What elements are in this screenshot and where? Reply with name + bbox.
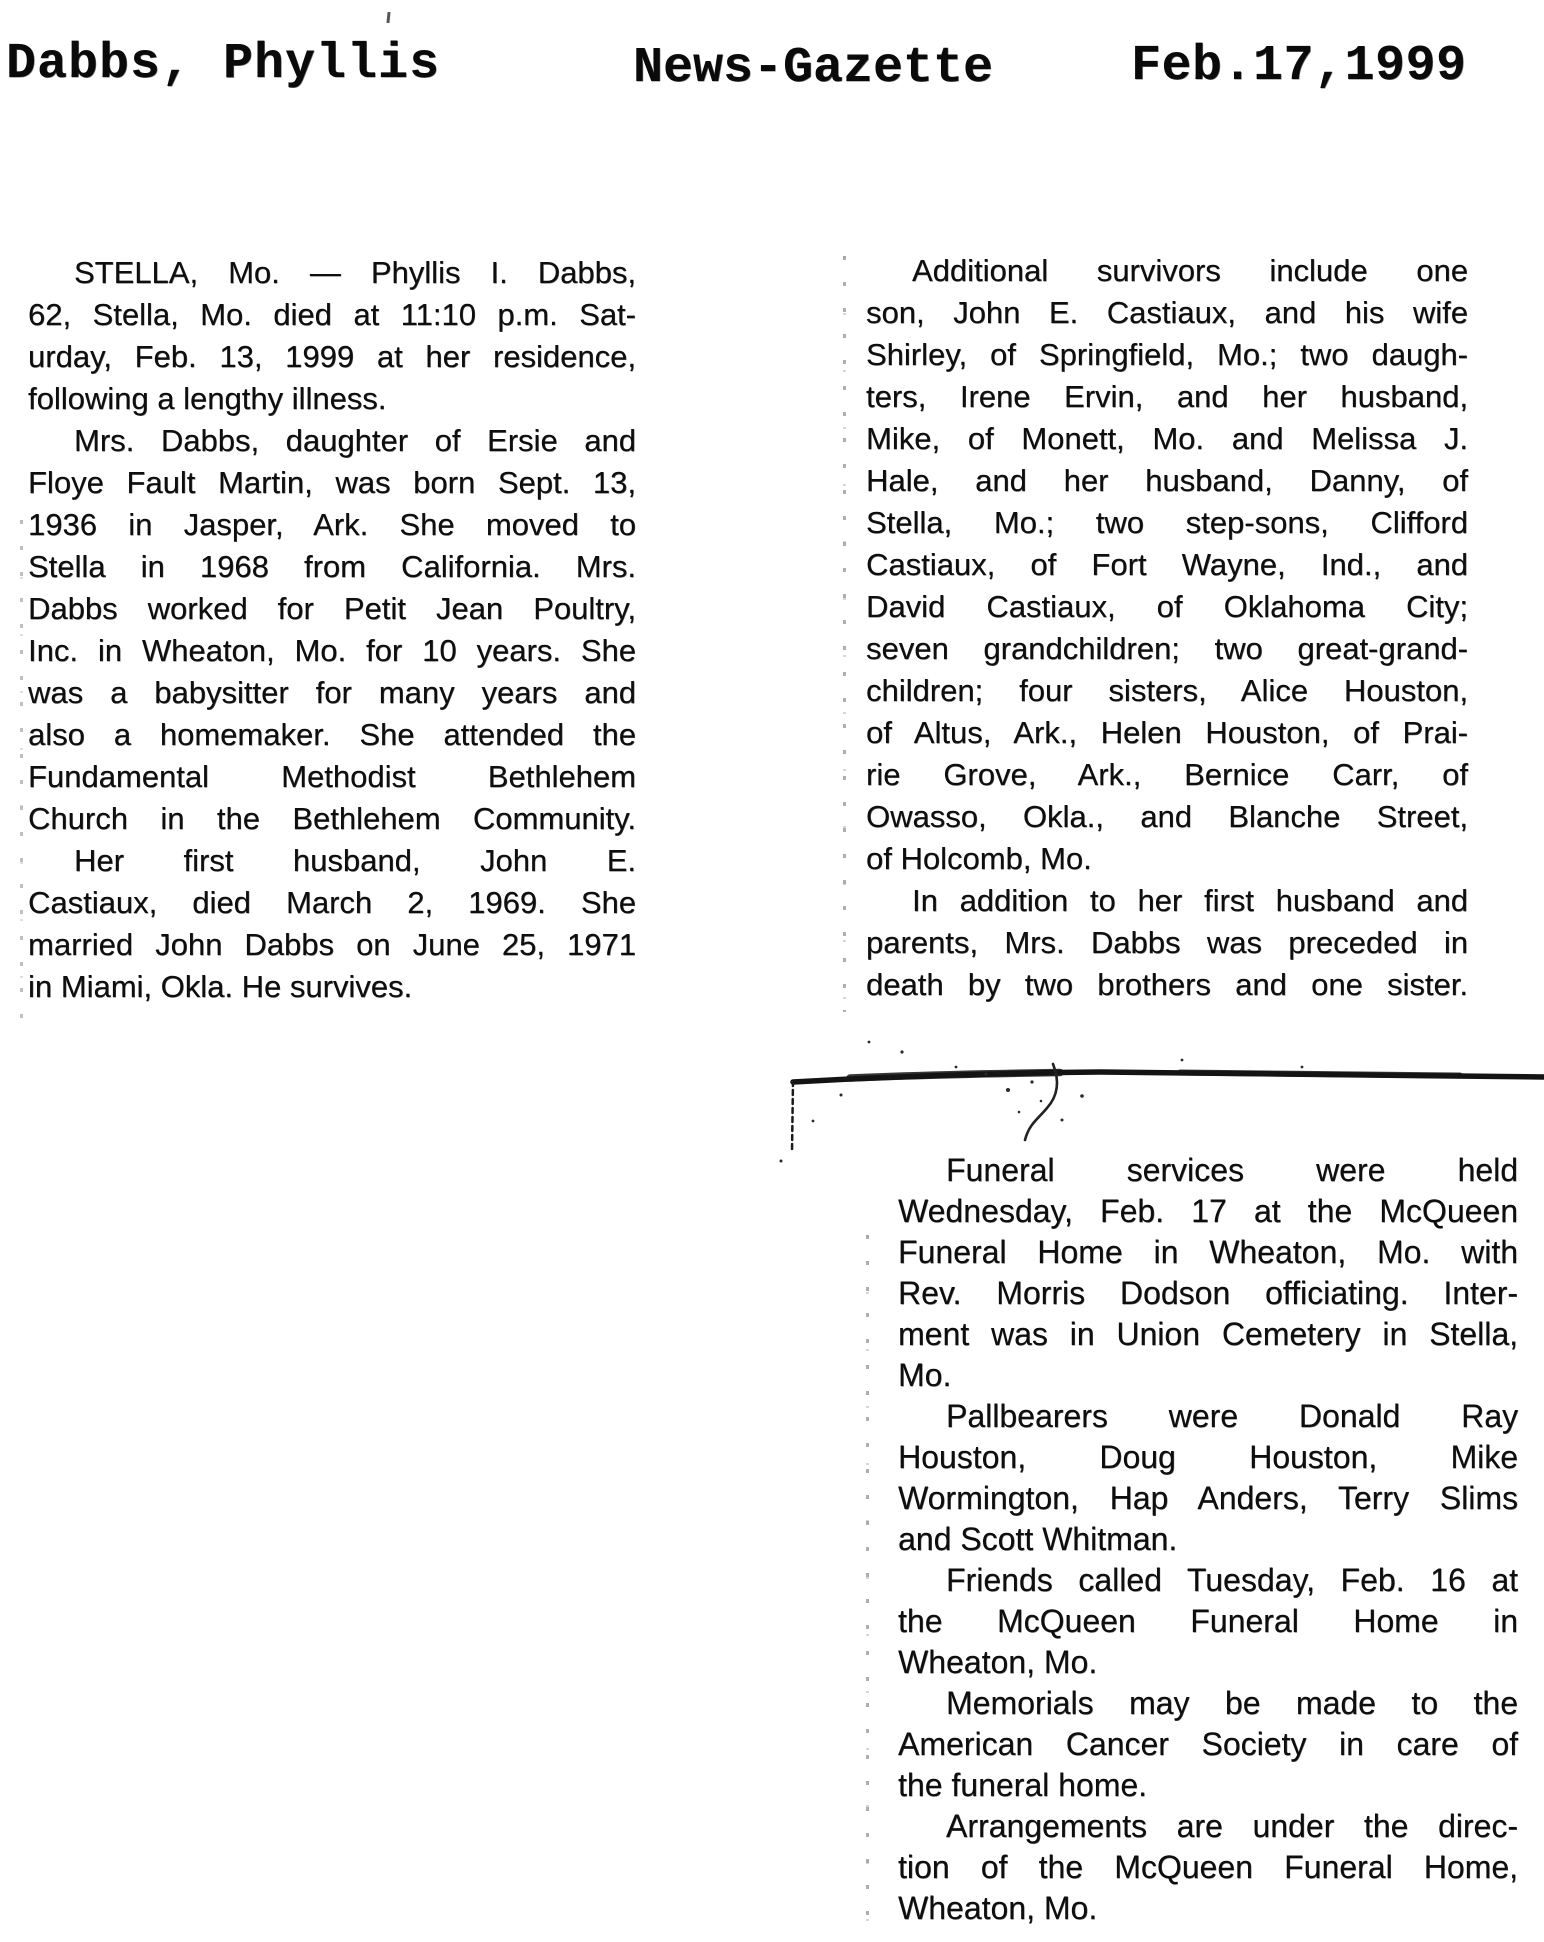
text-line: Funeral services were held [946,1152,1518,1188]
dust-specks [780,1041,1304,1163]
funeral-column-scan-edge [866,1235,869,1927]
text-line: parents, Mrs. Dabbs was preceded in [866,925,1468,960]
text-line: married John Dabbs on June 25, 1971 [28,927,636,962]
text-line: Funeral Home in Wheaton, Mo. with [898,1234,1518,1270]
newspaper-name: News-Gazette [633,40,994,97]
paragraph [898,1150,1518,1396]
text-line: Arrangements are under the direc- [946,1808,1518,1844]
text-line: in Miami, Okla. He survives. [28,969,413,1004]
text-line: Memorials may be made to the [946,1685,1518,1721]
text-line: Mike, of Monett, Mo. and Melissa J. [866,421,1468,456]
text-line: the funeral home. [898,1767,1148,1803]
text-line: Dabbs worked for Petit Jean Poultry, [28,591,636,626]
text-line: urday, Feb. 13, 1999 at her residence, [28,339,636,374]
text-line: Mo. [898,1357,952,1393]
text-line: also a homemaker. She attended the [28,717,636,752]
text-line: death by two brothers and one sister. [866,967,1468,1002]
stray-ink-tick [386,12,390,23]
obituary-right-column [866,250,1468,1006]
clipping-date: Feb.17,1999 [1131,38,1467,95]
text-line: Shirley, of Springfield, Mo.; two daugh- [866,337,1468,372]
text-line: Wheaton, Mo. [898,1890,1098,1926]
text-line: Friends called Tuesday, Feb. 16 at [946,1562,1518,1598]
text-line: Owasso, Okla., and Blanche Street, [866,799,1468,834]
text-line: seven grandchildren; two great-grand- [866,631,1468,666]
text-line: Wormington, Hap Anders, Terry Slims [898,1480,1518,1516]
paragraph [866,250,1468,880]
text-line: Wheaton, Mo. [898,1644,1098,1680]
text-line: children; four sisters, Alice Houston, [866,673,1468,708]
text-line: and Scott Whitman. [898,1521,1178,1557]
paragraph [28,420,636,840]
paragraph [898,1396,1518,1560]
text-line: Floye Fault Martin, was born Sept. 13, [28,465,636,500]
text-line: following a lengthy illness. [28,381,387,416]
text-line: In addition to her first husband and [912,883,1468,918]
text-line: 1936 in Jasper, Ark. She moved to [28,507,636,542]
text-line: Rev. Morris Dodson officiating. Inter- [898,1275,1518,1311]
paragraph [866,880,1468,1006]
text-line: Church in the Bethlehem Community. [28,801,636,836]
funeral-details-column [898,1150,1518,1929]
text-line: Houston, Doug Houston, Mike [898,1439,1518,1475]
obituary-left-column [28,252,636,1008]
text-line: David Castiaux, of Oklahoma City; [866,589,1468,624]
text-line: of Altus, Ark., Helen Houston, of Prai- [866,715,1468,750]
text-line: Wednesday, Feb. 17 at the McQueen [898,1193,1518,1229]
text-line: Stella in 1968 from California. Mrs. [28,549,636,584]
text-line: Hale, and her husband, Danny, of [866,463,1468,498]
text-line: Inc. in Wheaton, Mo. for 10 years. She [28,633,636,668]
right-column-scan-edge [843,256,846,1012]
text-line: Stella, Mo.; two step-sons, Clifford [866,505,1468,540]
text-line: STELLA, Mo. — Phyllis I. Dabbs, [74,255,636,290]
paragraph [28,252,636,420]
decedent-name: Dabbs, Phyllis [6,36,441,93]
text-line: tion of the McQueen Funeral Home, [898,1849,1518,1885]
text-line: 62, Stella, Mo. died at 11:10 p.m. Sat- [28,297,636,332]
text-line: Castiaux, died March 2, 1969. She [28,885,636,920]
text-line: Additional survivors include one [912,253,1468,288]
paragraph [898,1806,1518,1929]
text-line: ment was in Union Cemetery in Stella, [898,1316,1518,1352]
text-line: was a babysitter for many years and [28,675,636,710]
paragraph [898,1683,1518,1806]
text-line: Fundamental Methodist Bethlehem [28,759,636,794]
paragraph [28,840,636,1008]
text-line: son, John E. Castiaux, and his wife [866,295,1468,330]
text-line: ters, Irene Ervin, and her husband, [866,379,1468,414]
left-column-scan-edge [20,520,23,1025]
paragraph [898,1560,1518,1683]
text-line: the McQueen Funeral Home in [898,1603,1518,1639]
text-line: Pallbearers were Donald Ray [946,1398,1518,1434]
text-line: Mrs. Dabbs, daughter of Ersie and [74,423,636,458]
text-line: rie Grove, Ark., Bernice Carr, of [866,757,1468,792]
text-line: American Cancer Society in care of [898,1726,1518,1762]
text-line: Her first husband, John E. [74,843,636,878]
text-line: of Holcomb, Mo. [866,841,1092,876]
text-line: Castiaux, of Fort Wayne, Ind., and [866,547,1468,582]
